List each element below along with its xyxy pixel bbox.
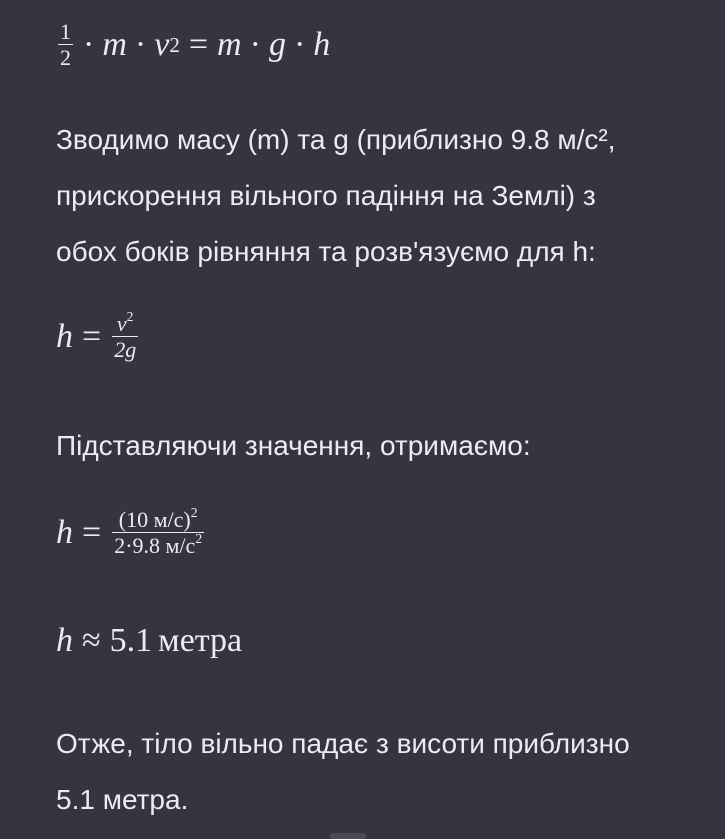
fraction-denominator: 2g [114, 337, 137, 363]
dot-operator: · [83, 25, 95, 63]
result-formula [56, 622, 242, 660]
denominator-value: 2·9.8 м/с [114, 533, 196, 559]
height-symbol: h [56, 513, 73, 551]
paragraph-line: Підставляючи значення, отримаємо: [56, 430, 531, 461]
paragraph-line: Отже, тіло вільно падає з висоти приблизно [56, 728, 630, 759]
mass-symbol: m [102, 25, 127, 63]
paragraph-line: обох боків рівняння та розв'язуємо для h: [56, 236, 596, 267]
substituted-fraction [112, 504, 204, 559]
exponent: 2 [126, 308, 134, 324]
paragraph-line: прискорення вільного падіння на Землі) з [56, 180, 596, 211]
velocity-symbol: v [116, 311, 127, 336]
height-symbol: h [56, 622, 73, 659]
substituted-formula [56, 504, 206, 559]
conclusion-paragraph [56, 716, 721, 828]
numerator-value: (10 м/с) [118, 507, 191, 532]
dot-operator: · [249, 25, 261, 63]
exponent: 2 [195, 531, 203, 547]
paragraph-line: 5.1 метра. [56, 784, 189, 815]
equals-sign: = [82, 317, 102, 355]
exponent: 2 [190, 504, 198, 520]
gravity-symbol: g [268, 25, 286, 63]
height-symbol: h [56, 317, 73, 355]
fraction-denominator [112, 531, 204, 559]
result-value: 5.1 [109, 622, 153, 659]
height-symbol: h [313, 25, 331, 63]
message-content [56, 0, 716, 839]
equals-sign: = [82, 513, 102, 551]
dot-operator: · [134, 25, 147, 63]
half-fraction [58, 20, 73, 70]
fraction-numerator: 1 [60, 19, 71, 44]
mass-symbol: m [217, 25, 242, 63]
velocity-symbol: v [154, 25, 170, 63]
approx-sign: ≈ [82, 622, 101, 659]
dot-operator: · [293, 25, 306, 63]
energy-equation: $\frac{1}{2}$ · m · v 2 = m · g · h [60, 19, 331, 71]
fraction-numerator [117, 504, 200, 532]
fraction-denominator: 2 [60, 45, 71, 71]
result-unit: метра [158, 622, 243, 659]
fraction-numerator [115, 308, 136, 336]
equals-sign: = [188, 25, 209, 63]
explanation-paragraph [56, 112, 721, 280]
substitution-paragraph [56, 418, 721, 474]
height-fraction [112, 308, 138, 363]
scroll-indicator [330, 833, 366, 839]
paragraph-line: Зводимо масу (m) та g (приблизно 9.8 м/с², [56, 124, 616, 155]
height-formula [56, 308, 140, 363]
